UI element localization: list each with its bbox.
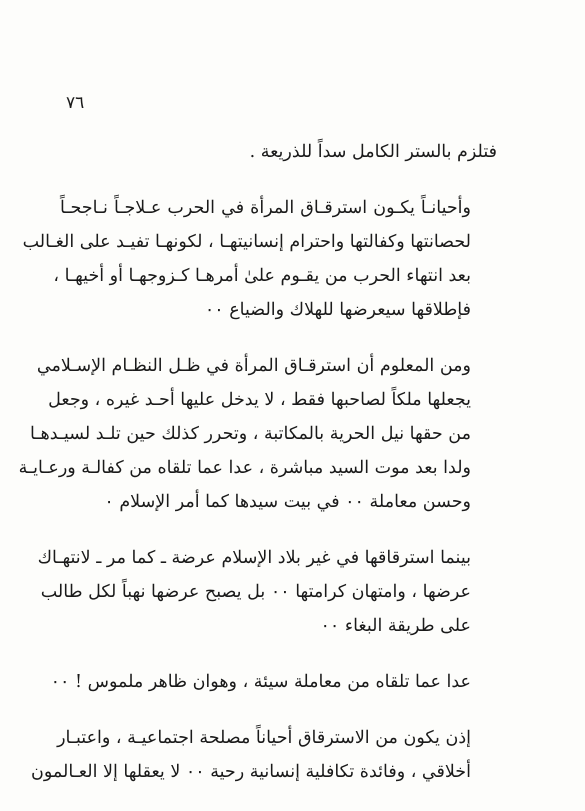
body-text — [18, 135, 497, 811]
paragraph — [37, 541, 497, 643]
text-line: يجعلها ملكاً لصاحبها فقط ، لا يدخل عليها أحـد غيره ، وجعل — [48, 390, 471, 410]
text-line: لحصانتها وكفالتها واحترام إنسانيتهـا ، لكونهـا تفيـد على الغـالب — [22, 232, 471, 252]
text-line: ومن المعلوم أن استرقـاق المرأة في ظـل النظـام الإسـلامي — [36, 356, 471, 376]
text-line: بعد انتهاء الحرب من يقـوم علىٰ أمرهـا كـزوجهـا أو أخيهـا ، — [53, 266, 471, 286]
paragraph — [60, 135, 497, 169]
page-number: ٧٦ — [66, 93, 85, 113]
text-line: ولدا بعد موت السيد مباشرة ، عدا عما تلقاه من كفالـة ورعـايـة — [18, 458, 471, 478]
text-line: وأحيانـاً يكـون استرقـاق المرأة في الحرب عـلاجـاً نـاجحـاً — [60, 198, 471, 218]
text-line: بينما استرقاقها في غير بلاد الإسلام عرضة ـ كما مر ـ لانتهـاك — [37, 548, 471, 568]
text-line: فتلزم بالستر الكامل سداً للذريعة . — [249, 142, 497, 162]
paragraph — [50, 665, 497, 699]
text-line: من حقها نيل الحرية بالمكاتبة ، وتحرر كذلك حين تلـد لسيـدهـا — [30, 424, 471, 444]
text-line: أخلاقي ، وفائدة تكافلية إنسانية رحية ٠٠ لا يعقلها إلا العـالمون — [31, 762, 471, 782]
text-line: وحسن معاملة ٠٠ في بيت سيدها كما أمر الإسلام ٠ — [104, 492, 471, 512]
paragraph — [18, 349, 497, 519]
text-line: عدا عما تلقاه من معاملة سيئة ، وهوان ظاهر ملموس ! ٠٠ — [50, 672, 471, 692]
text-line: فإطلاقها سيعرضها للهلاك والضياع ٠٠ — [204, 300, 471, 320]
text-line: إذن يكون من الاسترقاق أحياناً مصلحة اجتماعيـة ، واعتبـار — [57, 728, 471, 748]
text-line: على طريقة البغاء ٠٠ — [320, 616, 471, 636]
text-line: عرضها ، وامتهان كرامتها ٠٠ بل يصبح عرضها نهباً لكل طالب — [40, 582, 471, 602]
paragraph — [31, 721, 497, 789]
paragraph — [22, 191, 497, 327]
